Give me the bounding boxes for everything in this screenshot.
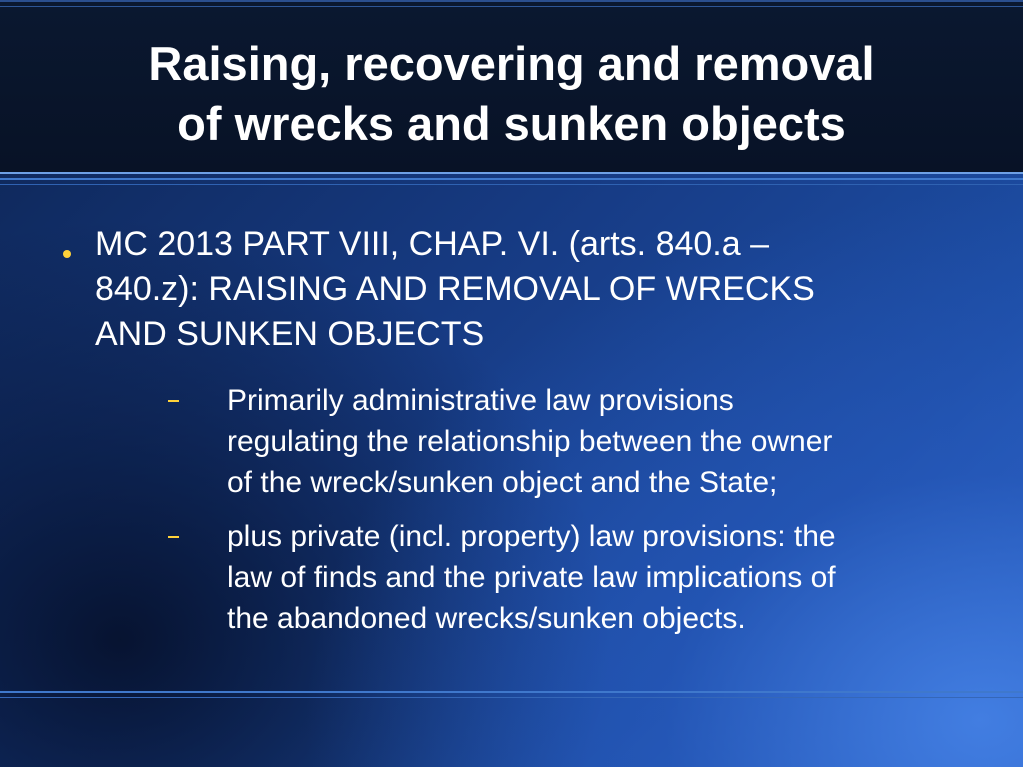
bullet-line: AND SUNKEN OBJECTS xyxy=(95,315,485,353)
sub-bullet-line: Primarily administrative law provisions xyxy=(227,384,734,417)
sub-bullet-line: plus private (incl. property) law provisions: the xyxy=(227,520,836,553)
sub-bullet-line: the abandoned wrecks/sunken objects. xyxy=(227,602,746,635)
sub-bullet-line: of the wreck/sunken object and the State; xyxy=(227,466,778,499)
title-line-2: of wrecks and sunken objects xyxy=(177,97,846,150)
bullet-line: 840.z): RAISING AND REMOVAL OF WRECKS xyxy=(95,270,815,308)
bullet-level-1-text xyxy=(95,222,975,357)
bullet-dot-icon xyxy=(63,250,71,258)
dash-icon xyxy=(168,536,179,538)
title-line-1: Raising, recovering and removal xyxy=(148,37,875,90)
bullet-line: MC 2013 PART VIII, CHAP. VI. (arts. 840.a – xyxy=(95,225,770,263)
sub-bullet-text xyxy=(227,380,967,503)
sub-bullet-text xyxy=(227,516,967,639)
sub-bullet-line: regulating the relationship between the owner xyxy=(227,425,833,458)
sub-bullet-line: law of finds and the private law implications of xyxy=(227,561,836,594)
dash-icon xyxy=(168,400,179,402)
